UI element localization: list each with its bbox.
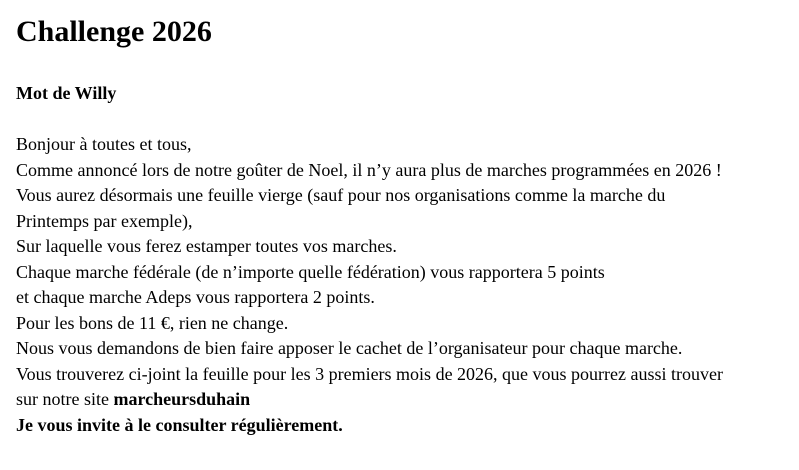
text-line: Printemps par exemple), xyxy=(16,210,193,231)
site-line xyxy=(16,387,789,413)
text-line: Vous trouverez ci-joint la feuille pour les 3 premiers mois de 2026, que vous pourrez aussi trouver xyxy=(16,363,723,384)
text-line: Nous vous demandons de bien faire apposer le cachet de l’organisateur pour chaque marche. xyxy=(16,338,683,358)
page-title: Challenge 2026 xyxy=(16,15,212,48)
subtitle: Mot de Willy xyxy=(16,83,117,103)
text-line: et chaque marche Adeps vous rapportera 2 points. xyxy=(16,287,375,307)
text-line: Vous aurez désormais une feuille vierge (sauf pour nos organisations comme la marche du xyxy=(16,185,666,205)
site-name: marcheursduhain xyxy=(113,389,251,409)
site-prefix: sur notre site xyxy=(16,389,114,409)
text-line: Chaque marche fédérale (de n’importe quelle fédération) vous rapportera 5 points xyxy=(16,261,605,282)
closing-line: Je vous invite à le consulter régulièrement. xyxy=(16,414,343,435)
text-line: Bonjour à toutes et tous, xyxy=(16,134,192,154)
text-line: Pour les bons de 11 €, rien ne change. xyxy=(16,312,289,333)
text-line: Sur laquelle vous ferez estamper toutes vos marches. xyxy=(16,236,397,256)
message-body xyxy=(16,132,789,438)
text-line: Comme annoncé lors de notre goûter de Noel, il n’y aura plus de marches programmées en 2026 ! xyxy=(16,159,722,180)
